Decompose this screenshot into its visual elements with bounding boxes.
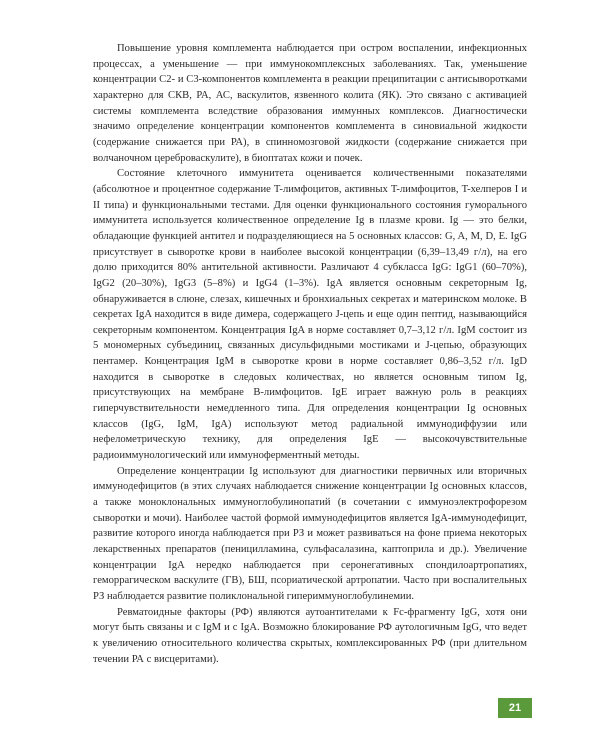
paragraph-rheumatoid-factors: Ревматоидные факторы (РФ) являются аутоантителами к Fc-фрагменту IgG, хотя они могут быть связаны и с IgM и с IgA. Возможно блокирование РФ аутологичным IgG, что ведет к увеличению относительного количества скрытых, комплексированных РФ (при длительном течении РА с висцеритами).	[93, 606, 527, 665]
page-number: 21	[498, 698, 532, 718]
paragraph-cellular-humoral-immunity: Состояние клеточного иммунитета оценивается количественными показателями (абсолютное и процентное содержание T-лимфоцитов, активных T-лимфоцитов, T-хелперов I и II типа) и функциональными тестами. Для оценки функционального состояния гуморального иммунитета используется количественное определение Ig в плазме крови. Ig — это белки, обладающие функцией антител и подразделяющиеся на 5 основных классов: G, A, M, D, E. IgG присутствует в сыворотке крови в наиболее высокой концентрации (6,39–13,49 г/л), на его долю приходится 80% антительной активности. Различают 4 субкласса IgG: IgG1 (60–70%), IgG2 (20–30%), IgG3 (5–8%) и IgG4 (1–3%). IgA является основным секреторным Ig, обнаруживается в слюне, слезах, кишечных и бронхиальных секретах и материнском молоке. В секретах IgA находится в виде димера, содержащего J-цепь и еще один пептид, называющийся секреторным компонентом. Концентрация IgA в норме составляет 0,7–3,12 г/л. IgM состоит из 5 мономерных субъединиц, связанных дисульфидными мостиками и J-цепью, образующих пентамер. Концентрация IgM в сыворотке крови в норме составляет 0,86–3,52 г/л. IgD находится в сыворотке в следовых количествах, но является основным типом Ig, присутствующих на мембране B-лимфоцитов. IgE играет важную роль в реакциях гиперчувствительности немедленного типа. Для определения концентрации Ig основных классов (IgG, IgM, IgA) используют метод радиальной иммунодиффузии или нефелометрическую технику, для определения IgE — высокочувствительные радиоиммунологический или иммуноферментный методы.	[93, 168, 527, 462]
main-text-block	[93, 41, 527, 667]
paragraph-immunodeficiency-diagnosis: Определение концентрации Ig используют для диагностики первичных или вторичных иммунодефицитов (в этих случаях наблюдается снижение концентрации Ig основных классов, а также моноклональных иммуноглобулинопатий (в сочетании с иммуноэлектрофорезом сыворотки и мочи). Наиболее частой формой иммунодефицитов является IgA-иммунодефицит, развитие которого иногда наблюдается при РЗ и может развиваться на фоне приема некоторых лекарственных препаратов (пеницилламина, сульфасалазина, каптоприла и др.). Увеличение концентрации IgA нередко наблюдается при серонегативных спондилоартропатиях, геморрагическом васкулите (ГВ), БШ, псориатической артропатии. Часто при воспалительных РЗ наблюдается развитие поликлональной гипериммуноглобулинемии.	[93, 465, 527, 602]
paragraph-complement-levels: Повышение уровня комплемента наблюдается при остром воспалении, инфекционных процессах, а уменьшение — при иммунокомплексных заболеваниях. Так, уменьшение концентрации C2- и C3-компонентов комплемента в реакции преципитации с антисыворотками характерно для СКВ, РА, АС, васкулитов, язвенного колита (ЯК). Это связано с активацией системы комплемента вследствие образования иммунных комплексов. Диагностически значимо определение концентрации компонентов комплемента в синовиальной жидкости (содержание снижается при РА), в спинномозговой жидкости (содержание снижается при волчаночном цереброваскулите), в биоптатах кожи и почек.	[93, 43, 527, 164]
